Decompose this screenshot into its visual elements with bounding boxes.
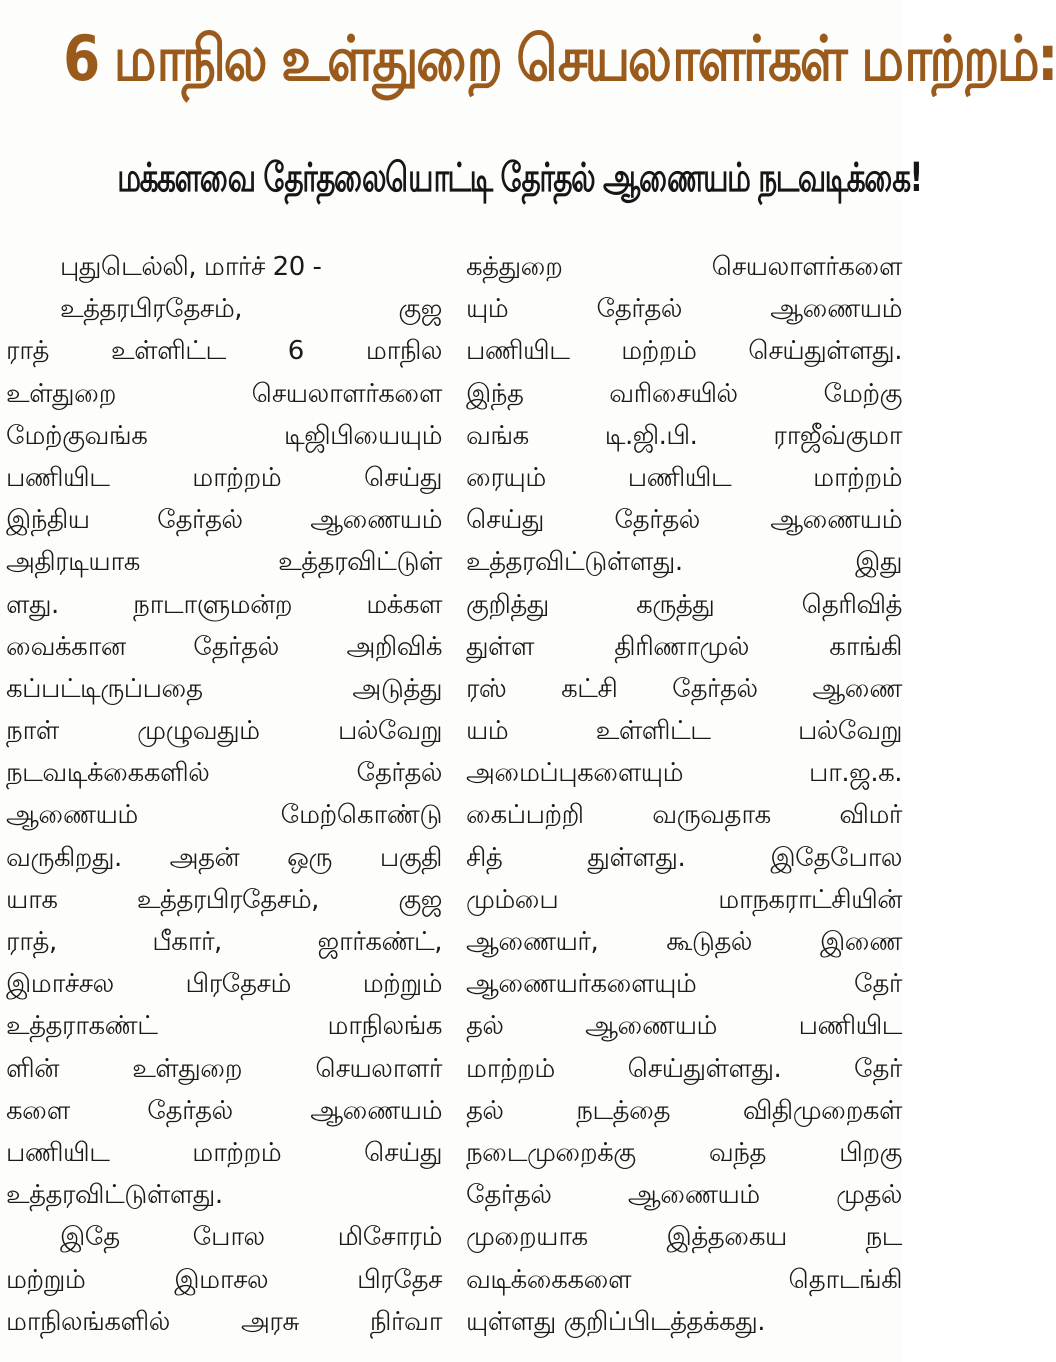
text-line: வருகிறது. அதன் ஒரு பகுதி — [6, 842, 442, 873]
headline: 6 மாநில உள்துறை செயலாளர்கள் மாற்றம்: — [63, 22, 1056, 95]
article-column-right — [466, 246, 902, 1343]
text-line: உத்தரவிட்டுள்ளது. — [6, 1180, 223, 1211]
text-line: உத்தரபிரதேசம், குஜ — [60, 294, 442, 325]
text-line: மற்றும் இமாசல பிரதேச — [6, 1264, 442, 1295]
text-line: களை தேர்தல் ஆணையம் — [6, 1095, 442, 1126]
text-line: யாக உத்தரபிரதேசம், குஜ — [6, 884, 442, 915]
text-line: சித் துள்ளது. இதேபோல — [466, 842, 902, 873]
article-column-left — [6, 246, 442, 1343]
text-line: ரஸ் கட்சி தேர்தல் ஆணை — [466, 673, 902, 704]
subheadline: மக்களவை தேர்தலையொட்டி தேர்தல் ஆணையம் நடவடிக்கை! — [117, 155, 922, 201]
text-line: உத்தரவிட்டுள்ளது. இது — [466, 547, 902, 578]
text-line: நடைமுறைக்கு வந்த பிறகு — [466, 1137, 902, 1168]
text-line: குறித்து கருத்து தெரிவித் — [466, 589, 902, 620]
text-line: துள்ள திரிணாமுல் காங்கி — [466, 631, 902, 662]
text-line: மேற்குவங்க டிஜிபியையும் — [6, 420, 442, 451]
text-line: பணியிட மற்றம் செய்துள்ளது. — [466, 336, 902, 367]
text-line: மும்பை மாநகராட்சியின் — [466, 884, 902, 915]
text-line: கப்பட்டிருப்பதை அடுத்து — [6, 673, 442, 704]
text-line: உத்தராகண்ட் மாநிலங்க — [6, 1011, 442, 1042]
text-line: இமாச்சல பிரதேசம் மற்றும் — [6, 969, 442, 1000]
text-line: ராத் உள்ளிட்ட 6 மாநில — [6, 336, 442, 367]
text-line: ளது. நாடாளுமன்ற மக்கள — [6, 589, 442, 620]
text-line: ராத், பீகார், ஜார்கண்ட், — [6, 927, 442, 957]
text-line: நடவடிக்கைகளில் தேர்தல் — [6, 758, 442, 789]
text-line: அதிரடியாக உத்தரவிட்டுள் — [6, 547, 442, 578]
text-line: வடிக்கைகளை தொடங்கி — [466, 1264, 902, 1295]
text-line: இந்த வரிசையில் மேற்கு — [466, 378, 902, 409]
text-line: யுள்ளது குறிப்பிடத்தக்கது. — [466, 1306, 766, 1337]
text-line: இந்திய தேர்தல் ஆணையம் — [6, 505, 442, 536]
text-line: மாற்றம் செய்துள்ளது. தேர் — [466, 1053, 902, 1084]
text-line: ஆணையர், கூடுதல் இணை — [466, 927, 902, 957]
text-line: வங்க டி.ஜி.பி. ராஜீவ்குமா — [466, 420, 902, 451]
text-line: தல் ஆணையம் பணியிட — [466, 1011, 902, 1042]
text-line: முறையாக இத்தகைய நட — [466, 1222, 902, 1253]
text-line: ரையும் பணியிட மாற்றம் — [466, 462, 902, 493]
text-line: ஆணையம் மேற்கொண்டு — [6, 800, 442, 831]
text-line: யம் உள்ளிட்ட பல்வேறு — [466, 716, 902, 747]
text-line: கைப்பற்றி வருவதாக விமர் — [466, 800, 902, 831]
text-line: அமைப்புகளையும் பா.ஜ.க. — [466, 758, 902, 789]
text-line: தேர்தல் ஆணையம் முதல் — [466, 1180, 902, 1211]
text-line: ளின் உள்துறை செயலாளர் — [6, 1053, 442, 1084]
text-line: யும் தேர்தல் ஆணையம் — [466, 294, 902, 325]
text-line: பணியிட மாற்றம் செய்து — [6, 462, 442, 493]
text-line: செய்து தேர்தல் ஆணையம் — [466, 505, 902, 536]
text-line: தல் நடத்தை விதிமுறைகள் — [466, 1095, 902, 1126]
text-line: பணியிட மாற்றம் செய்து — [6, 1137, 442, 1168]
text-line: இதே போல மிசோரம் — [60, 1222, 442, 1253]
text-line: மாநிலங்களில் அரசு நிர்வா — [6, 1306, 442, 1337]
text-line: நாள் முழுவதும் பல்வேறு — [6, 716, 442, 747]
text-line: கத்துறை செயலாளர்களை — [466, 252, 902, 282]
text-line: வைக்கான தேர்தல் அறிவிக் — [6, 631, 442, 662]
text-line: உள்துறை செயலாளர்களை — [6, 378, 442, 409]
text-line: ஆணையர்களையும் தேர் — [466, 969, 902, 1000]
dateline: புதுடெல்லி, மார்ச் 20 - — [60, 252, 322, 282]
